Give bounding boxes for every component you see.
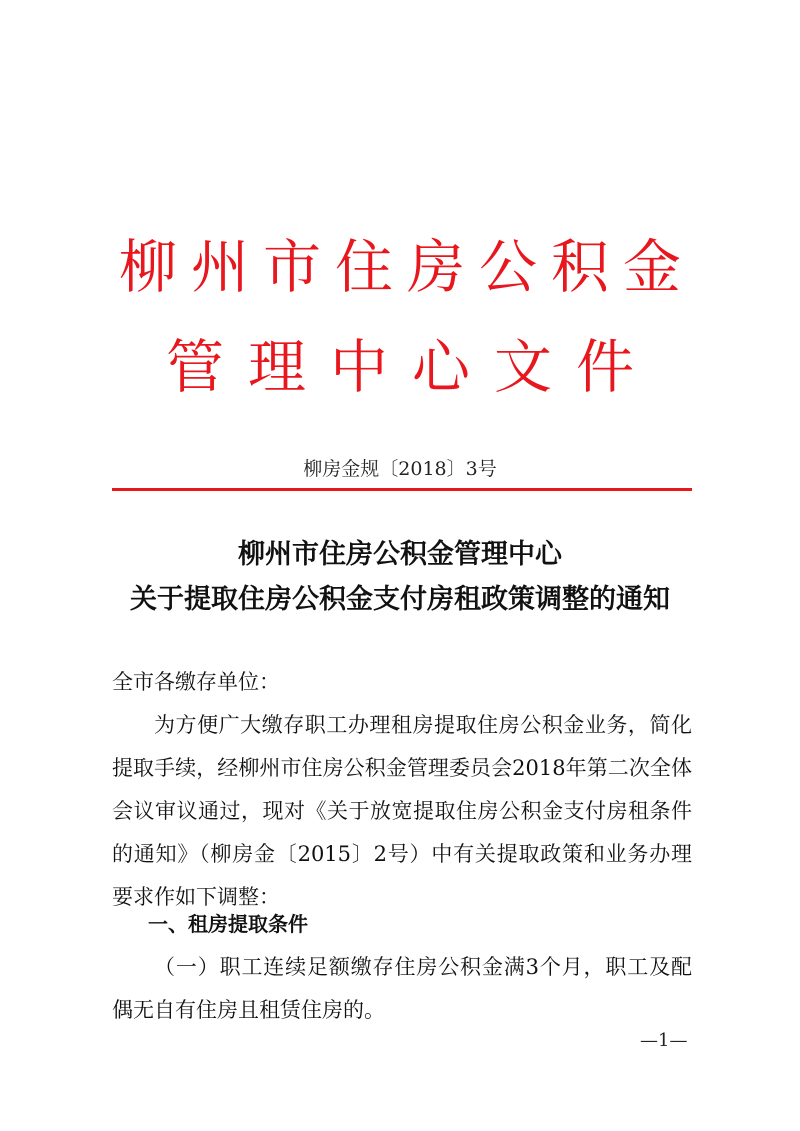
body-paragraph: （一）职工连续足额缴存住房公积金满3个月，职工及配偶无自有住房且租赁住房的。: [112, 955, 692, 1022]
red-separator-rule: [112, 488, 692, 491]
document-title-line2: 关于提取住房公积金支付房租政策调整的通知: [130, 584, 670, 615]
page-number: —1—: [640, 1030, 688, 1051]
document-title-line1: 柳州市住房公积金管理中心: [238, 539, 562, 570]
document-number: 柳房金规〔2018〕3号: [303, 458, 497, 480]
body-paragraph: 为方便广大缴存职工办理租房提取住房公积金业务，简化提取手续，经柳州市住房公积金管理委员会2018年第二次全体会议审议通过，现对《关于放宽提取住房公积金支付房租条件的通知》（柳房金〔2015〕2号）中有关提取政策和业务办理要求作如下调整：: [112, 713, 692, 909]
salutation: 全市各缴存单位：: [112, 670, 280, 694]
masthead-issuer-line1: 柳州市住房公积金: [118, 233, 695, 301]
masthead-issuer-line2: 管理中心文件: [165, 333, 658, 401]
section-heading: 一、租房提取条件: [148, 912, 308, 936]
